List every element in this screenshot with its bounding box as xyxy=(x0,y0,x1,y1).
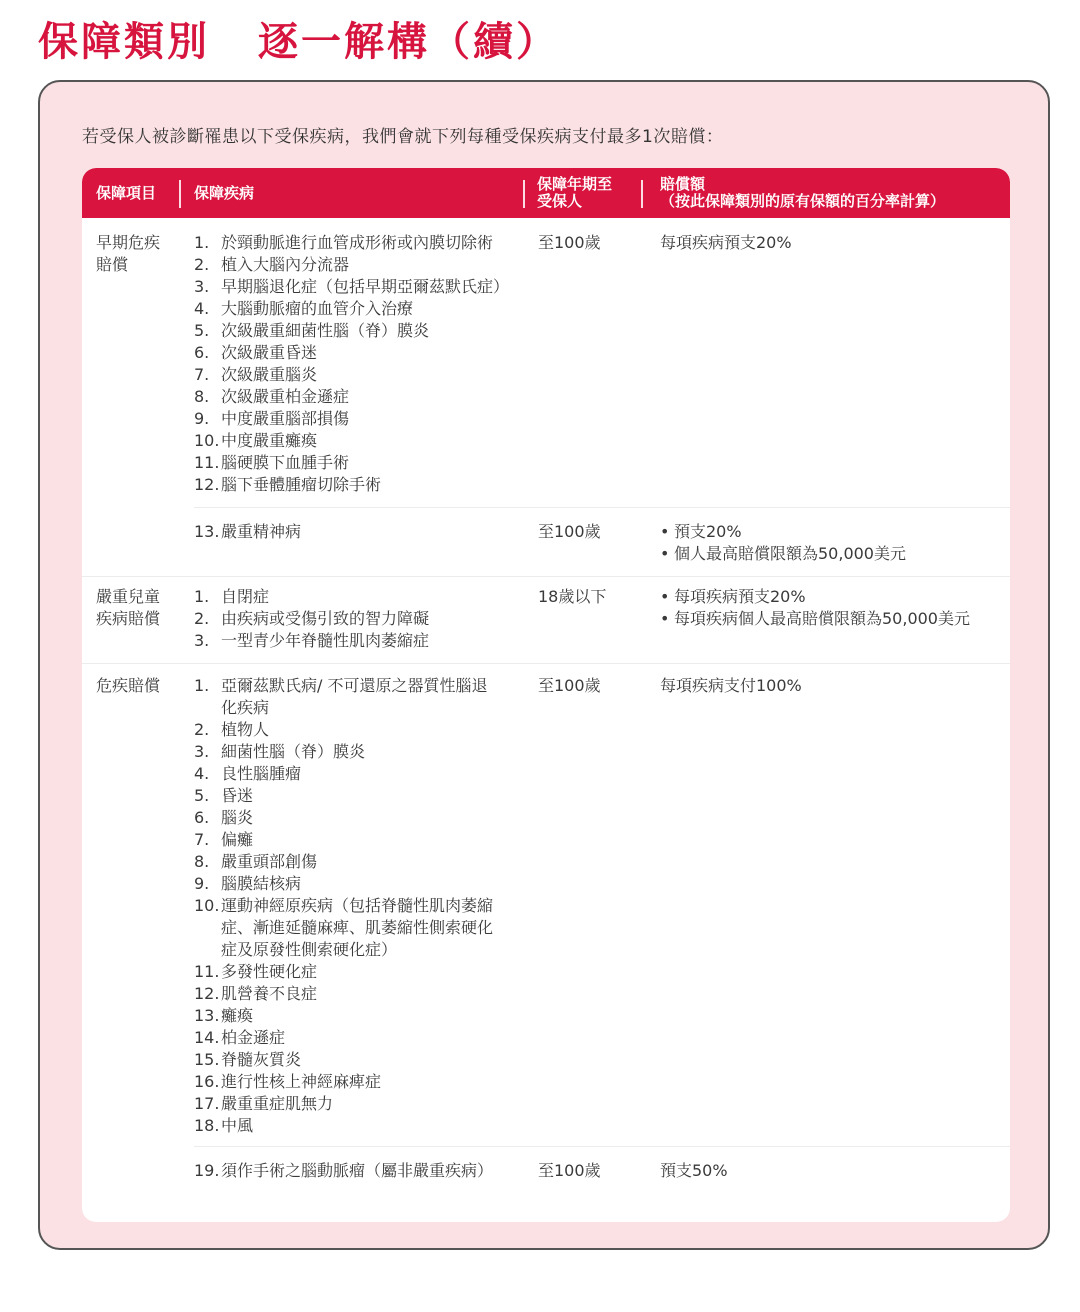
page-title-main: 保障類別 xyxy=(38,19,210,65)
item-number: 10. xyxy=(194,896,220,915)
coverage-term: 18歲以下 xyxy=(538,587,607,606)
disease-list-aneurysm xyxy=(194,1160,534,1182)
item-text: 次級嚴重昏迷 xyxy=(221,343,318,362)
item-number: 5. xyxy=(194,786,210,805)
item-text: 昏迷 xyxy=(221,786,254,805)
item-text: 中風 xyxy=(221,1116,254,1135)
item-number: 18. xyxy=(194,1116,220,1135)
item-text: 運動神經原疾病（包括脊髓性肌肉萎縮症、漸進延髓麻痺、肌萎縮性側索硬化症及原發性側索硬化症） xyxy=(221,896,494,959)
item-number: 10. xyxy=(194,431,220,450)
item-number: 2. xyxy=(194,720,210,739)
header-coverage-item: 保障項目 xyxy=(96,183,157,202)
list-item xyxy=(194,630,524,652)
item-text: 偏癱 xyxy=(221,830,254,849)
item-number: 14. xyxy=(194,1028,220,1047)
item-number: 12. xyxy=(194,984,220,1003)
list-item xyxy=(194,232,524,254)
list-item xyxy=(194,1160,534,1182)
coverage-term: 至100歲 xyxy=(538,1161,601,1180)
disease-list-early-ci xyxy=(194,232,524,496)
item-text: 早期腦退化症（包括早期亞爾茲默氏症） xyxy=(221,277,510,296)
row-divider xyxy=(194,1146,1010,1147)
category-line: 疾病賠償 xyxy=(96,609,161,628)
item-number: 4. xyxy=(194,764,210,783)
payout-text: 每項疾病支付100% xyxy=(660,676,802,695)
payout-text: 每項疾病預支20% xyxy=(660,233,792,252)
header-divider xyxy=(523,180,525,208)
item-text: 嚴重重症肌無力 xyxy=(221,1094,334,1113)
item-text: 於頸動脈進行血管成形術或內膜切除術 xyxy=(221,233,494,252)
list-item xyxy=(194,983,494,1005)
list-item xyxy=(194,521,524,543)
list-item xyxy=(194,807,494,829)
list-item xyxy=(194,452,524,474)
category-severe-child xyxy=(96,586,176,630)
item-number: 17. xyxy=(194,1094,220,1113)
item-number: 12. xyxy=(194,475,220,494)
payout-bullet: • 預支20% xyxy=(660,522,742,541)
item-text: 由疾病或受傷引致的智力障礙 xyxy=(221,609,430,628)
list-item xyxy=(194,320,524,342)
item-text: 癱瘓 xyxy=(221,1006,254,1025)
header-coverage-term xyxy=(537,168,612,218)
list-item xyxy=(194,1071,494,1093)
item-text: 柏金遜症 xyxy=(221,1028,286,1047)
payout-bullet: • 個人最高賠償限額為50,000美元 xyxy=(660,544,906,563)
list-item xyxy=(194,741,494,763)
list-item xyxy=(194,785,494,807)
item-text: 多發性硬化症 xyxy=(221,962,318,981)
item-number: 9. xyxy=(194,874,210,893)
header-term-line2: 受保人 xyxy=(537,192,583,210)
item-text: 一型青少年脊髓性肌肉萎縮症 xyxy=(221,631,430,650)
coverage-term: 至100歲 xyxy=(538,522,601,541)
item-number: 11. xyxy=(194,962,220,981)
header-payout-line1: 賠償額 xyxy=(660,175,706,193)
item-number: 8. xyxy=(194,852,210,871)
item-number: 4. xyxy=(194,299,210,318)
list-item xyxy=(194,1093,494,1115)
item-text: 大腦動脈瘤的血管介入治療 xyxy=(221,299,414,318)
list-item xyxy=(194,342,524,364)
item-number: 3. xyxy=(194,631,210,650)
item-text: 良性腦腫瘤 xyxy=(221,764,302,783)
item-number: 2. xyxy=(194,609,210,628)
item-number: 15. xyxy=(194,1050,220,1069)
header-payout xyxy=(660,168,945,218)
item-text: 脊髓灰質炎 xyxy=(221,1050,302,1069)
disease-list-severe-mental xyxy=(194,521,524,543)
item-text: 中度嚴重腦部損傷 xyxy=(221,409,350,428)
header-divider xyxy=(641,180,643,208)
item-number: 1. xyxy=(194,233,210,252)
category-line: 賠償 xyxy=(96,255,129,274)
header-divider xyxy=(179,180,181,208)
payout-bullets xyxy=(660,586,1010,630)
item-number: 2. xyxy=(194,255,210,274)
payout-bullet: • 每項疾病預支20% xyxy=(660,587,806,606)
item-text: 次級嚴重細菌性腦（脊）膜炎 xyxy=(221,321,430,340)
item-text: 腦炎 xyxy=(221,808,254,827)
list-item xyxy=(194,719,494,741)
list-item xyxy=(194,364,524,386)
item-number: 6. xyxy=(194,343,210,362)
intro-text: 若受保人被診斷罹患以下受保疾病，我們會就下列每種受保疾病支付最多1次賠償： xyxy=(82,127,724,147)
coverage-term: 至100歲 xyxy=(538,676,601,695)
category-line: 早期危疾 xyxy=(96,233,161,252)
item-text: 植入大腦內分流器 xyxy=(221,255,350,274)
table-header xyxy=(82,168,1010,218)
bullet-text: 個人最高賠償限額為50,000美元 xyxy=(674,544,906,563)
item-text: 進行性核上神經麻痺症 xyxy=(221,1072,382,1091)
payout-bullet: • 每項疾病個人最高賠償限額為50,000美元 xyxy=(660,609,970,628)
item-text: 嚴重精神病 xyxy=(221,522,302,541)
list-item xyxy=(194,430,524,452)
item-text: 植物人 xyxy=(221,720,270,739)
list-item xyxy=(194,895,494,961)
category-line: 危疾賠償 xyxy=(96,676,161,695)
header-payout-line2: （按此保障類別的原有保額的百分率計算） xyxy=(660,192,946,210)
header-term-line1: 保障年期至 xyxy=(537,175,613,193)
list-item xyxy=(194,1115,494,1137)
item-number: 13. xyxy=(194,1006,220,1025)
list-item xyxy=(194,851,494,873)
list-item xyxy=(194,408,524,430)
item-text: 亞爾茲默氏病/ 不可還原之器質性腦退化疾病 xyxy=(221,676,488,717)
item-number: 16. xyxy=(194,1072,220,1091)
item-number: 5. xyxy=(194,321,210,340)
header-covered-diseases: 保障疾病 xyxy=(194,183,255,202)
item-text: 腦硬膜下血腫手術 xyxy=(221,453,350,472)
item-text: 腦膜結核病 xyxy=(221,874,302,893)
item-text: 須作手術之腦動脈瘤（屬非嚴重疾病） xyxy=(221,1161,494,1180)
disease-list-child xyxy=(194,586,524,652)
item-number: 7. xyxy=(194,830,210,849)
list-item xyxy=(194,474,524,496)
list-item xyxy=(194,763,494,785)
item-number: 9. xyxy=(194,409,210,428)
payout-bullets xyxy=(660,521,1010,565)
list-item xyxy=(194,386,524,408)
bullet-text: 預支20% xyxy=(674,522,742,541)
list-item xyxy=(194,254,524,276)
section-divider xyxy=(82,663,1010,664)
list-item xyxy=(194,873,494,895)
list-item xyxy=(194,829,494,851)
item-text: 腦下垂體腫瘤切除手術 xyxy=(221,475,382,494)
item-text: 嚴重頭部創傷 xyxy=(221,852,318,871)
list-item xyxy=(194,675,494,719)
list-item xyxy=(194,1005,494,1027)
category-line: 嚴重兒童 xyxy=(96,587,161,606)
item-number: 11. xyxy=(194,453,220,472)
item-number: 13. xyxy=(194,522,220,541)
item-number: 7. xyxy=(194,365,210,384)
row-divider xyxy=(194,507,1010,508)
item-number: 6. xyxy=(194,808,210,827)
item-number: 19. xyxy=(194,1161,220,1180)
bullet-text: 每項疾病個人最高賠償限額為50,000美元 xyxy=(674,609,970,628)
list-item xyxy=(194,586,524,608)
payout-text: 預支50% xyxy=(660,1161,728,1180)
item-number: 8. xyxy=(194,387,210,406)
list-item xyxy=(194,1027,494,1049)
item-text: 肌營養不良症 xyxy=(221,984,318,1003)
item-text: 次級嚴重腦炎 xyxy=(221,365,318,384)
disease-list-critical-illness xyxy=(194,675,494,1137)
list-item xyxy=(194,961,494,983)
list-item xyxy=(194,298,524,320)
bullet-text: 每項疾病預支20% xyxy=(674,587,806,606)
list-item xyxy=(194,1049,494,1071)
item-number: 3. xyxy=(194,742,210,761)
list-item xyxy=(194,608,524,630)
coverage-table xyxy=(82,168,1010,1222)
item-text: 中度嚴重癱瘓 xyxy=(221,431,318,450)
page-title-sub: 逐一解構（續） xyxy=(258,19,559,65)
item-text: 自閉症 xyxy=(221,587,270,606)
item-text: 細菌性腦（脊）膜炎 xyxy=(221,742,366,761)
coverage-card xyxy=(38,80,1050,1250)
item-number: 1. xyxy=(194,676,210,695)
list-item xyxy=(194,276,524,298)
category-early-ci xyxy=(96,232,176,276)
section-divider xyxy=(82,576,1010,577)
category-critical-illness xyxy=(96,675,176,697)
page-title xyxy=(38,14,559,70)
item-number: 3. xyxy=(194,277,210,296)
coverage-term: 至100歲 xyxy=(538,233,601,252)
item-number: 1. xyxy=(194,587,210,606)
item-text: 次級嚴重柏金遜症 xyxy=(221,387,350,406)
